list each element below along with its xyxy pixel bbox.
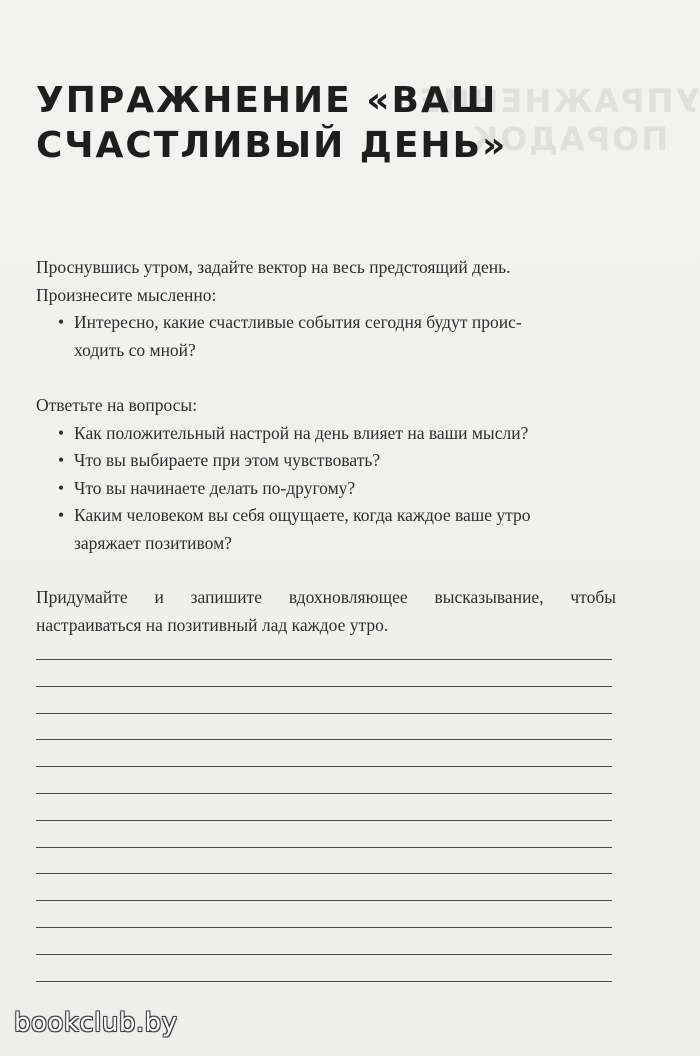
writing-line[interactable] xyxy=(36,739,612,766)
writing-line[interactable] xyxy=(36,820,612,847)
list-item xyxy=(36,502,616,557)
site-watermark: bookclub.by xyxy=(14,1008,178,1038)
prompt-line-1: Придумайте и запишите вдохновляющее высказывание, чтобы xyxy=(36,587,616,607)
writing-line[interactable] xyxy=(36,766,612,793)
writing-line[interactable] xyxy=(36,659,612,686)
question-text-line-1: Каким человеком вы себя ощущаете, когда каждое ваше утро xyxy=(74,505,531,525)
morning-instructions xyxy=(36,254,616,364)
list-item xyxy=(36,420,616,448)
question-text: Как положительный настрой на день влияет на ваши мысли? xyxy=(74,422,529,443)
questions-intro: Ответьте на вопросы: xyxy=(36,395,198,415)
bullet-glyph: • xyxy=(58,477,65,498)
phrase-line-1: Интересно, какие счастливые события сегодня будут проис- xyxy=(74,312,522,332)
list-item xyxy=(36,447,616,475)
instruction-line-1: Проснувшись утром, задайте вектор на весь предстоящий день. xyxy=(36,257,511,277)
writing-prompt xyxy=(36,584,616,639)
writing-area[interactable] xyxy=(36,659,612,1007)
bullet-glyph: • xyxy=(58,312,65,332)
bleed-through-line-2: ПОРАДОК xyxy=(470,120,669,158)
mental-phrase-list xyxy=(36,309,616,364)
bleed-through-line-1: УПРАЖНЕНИЕ xyxy=(417,82,700,120)
writing-line[interactable] xyxy=(36,873,612,900)
exercise-title-line-2: СЧАСТЛИВЫЙ ДЕНЬ» xyxy=(36,125,508,166)
phrase-line-2: ходить со мной? xyxy=(74,339,196,360)
writing-line[interactable] xyxy=(36,954,612,981)
list-item xyxy=(36,309,616,364)
list-item xyxy=(36,475,616,503)
writing-line[interactable] xyxy=(36,793,612,820)
prompt-line-2: настраиваться на позитивный лад каждое утро. xyxy=(36,614,389,635)
instruction-line-2: Произнесите мысленно: xyxy=(36,284,217,305)
question-text: Что вы начинаете делать по-другому? xyxy=(74,477,356,498)
bullet-glyph: • xyxy=(58,422,65,443)
writing-line[interactable] xyxy=(36,981,612,1008)
exercise-title-line-1: УПРАЖНЕНИЕ «ВАШ xyxy=(36,80,498,121)
writing-line[interactable] xyxy=(36,686,612,713)
bullet-glyph: • xyxy=(58,450,65,470)
questions-list xyxy=(36,420,616,558)
writing-line[interactable] xyxy=(36,847,612,874)
exercise-title xyxy=(36,78,556,168)
writing-line[interactable] xyxy=(36,927,612,954)
writing-line[interactable] xyxy=(36,713,612,740)
question-text-line-2: заряжает позитивом? xyxy=(74,532,232,553)
bullet-glyph: • xyxy=(58,505,65,525)
writing-line[interactable] xyxy=(36,900,612,927)
question-text: Что вы выбираете при этом чувствовать? xyxy=(74,450,381,470)
questions-section xyxy=(36,392,616,557)
